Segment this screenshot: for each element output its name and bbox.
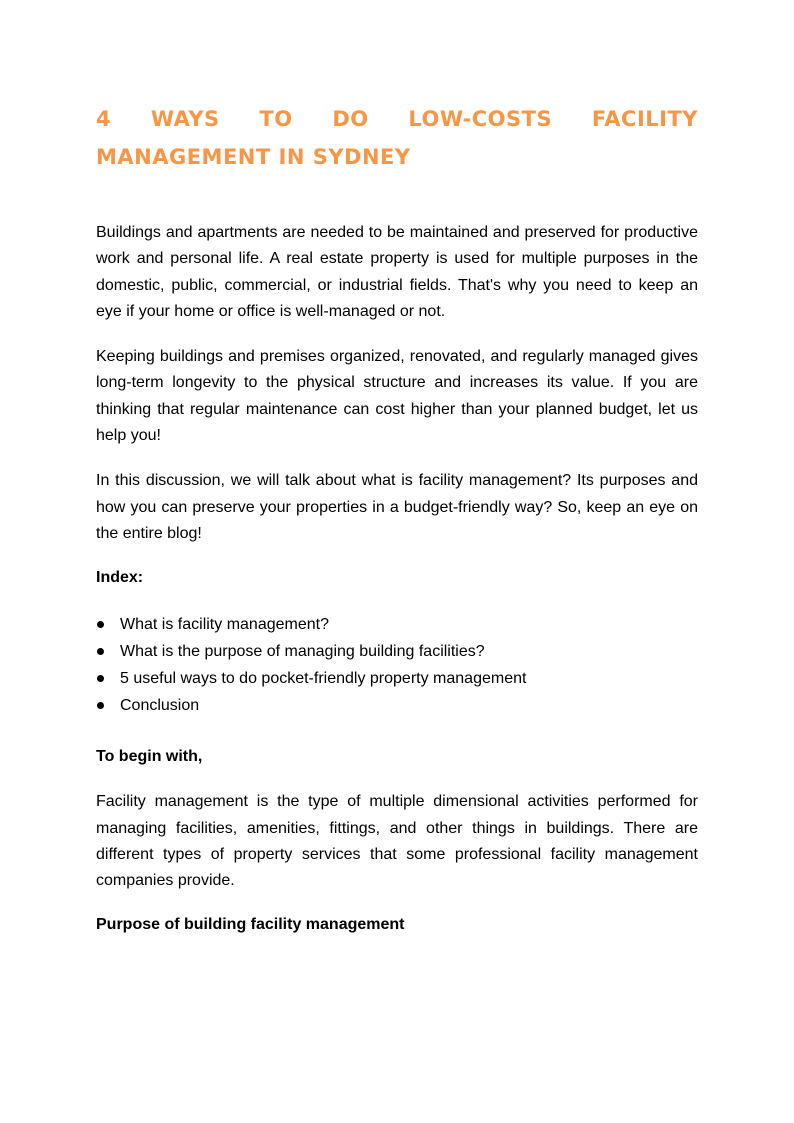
index-list-item <box>96 665 698 692</box>
title-word: 4 <box>96 107 112 131</box>
title-word: FACILITY <box>591 107 698 131</box>
title-word: WAYS <box>150 107 220 131</box>
title-line-2: MANAGEMENT IN SYDNEY <box>96 145 411 169</box>
facility-paragraph: Facility management is the type of multiple dimensional activities performed for managing facilities, amenities, fittings, and other things in buildings. There are different types of property services that some professional facility management companies provide. <box>96 793 698 890</box>
purpose-heading: Purpose of building facility management <box>96 916 405 934</box>
index-item-label: 5 useful ways to do pocket-friendly property management <box>120 670 527 688</box>
bullet-icon <box>97 675 104 682</box>
title-line-1 <box>96 100 698 138</box>
index-list <box>96 611 698 719</box>
index-list-item <box>96 611 698 638</box>
title-word: DO <box>332 107 369 131</box>
index-heading: Index: <box>96 569 144 587</box>
title-word: TO <box>259 107 293 131</box>
index-list-item <box>96 692 698 719</box>
document-page <box>96 100 698 938</box>
title-word: LOW-COSTS <box>408 107 553 131</box>
keeping-paragraph: Keeping buildings and premises organized, renovated, and regularly managed gives long-term longevity to the physical structure and increases its value. If you are thinking that regular maintenance can cost higher than your planned budget, let us help you! <box>96 348 698 445</box>
index-list-item <box>96 638 698 665</box>
discussion-paragraph: In this discussion, we will talk about what is facility management? Its purposes and how you can preserve your properties in a budget-friendly way? So, keep an eye on the entire blog! <box>96 472 698 542</box>
index-item-label: What is the purpose of managing building facilities? <box>120 643 485 661</box>
document-title <box>96 100 698 176</box>
intro-paragraph: Buildings and apartments are needed to be maintained and preserved for productive work and personal life. A real estate property is used for multiple purposes in the domestic, public, commercial, or industrial fields. That's why you need to keep an eye if your home or office is well-managed or not. <box>96 224 698 320</box>
bullet-icon <box>97 621 104 628</box>
index-item-label: What is facility management? <box>120 616 329 634</box>
bullet-icon <box>97 648 104 655</box>
bullet-icon <box>97 702 104 709</box>
index-item-label: Conclusion <box>120 697 200 715</box>
begin-heading: To begin with, <box>96 748 203 766</box>
